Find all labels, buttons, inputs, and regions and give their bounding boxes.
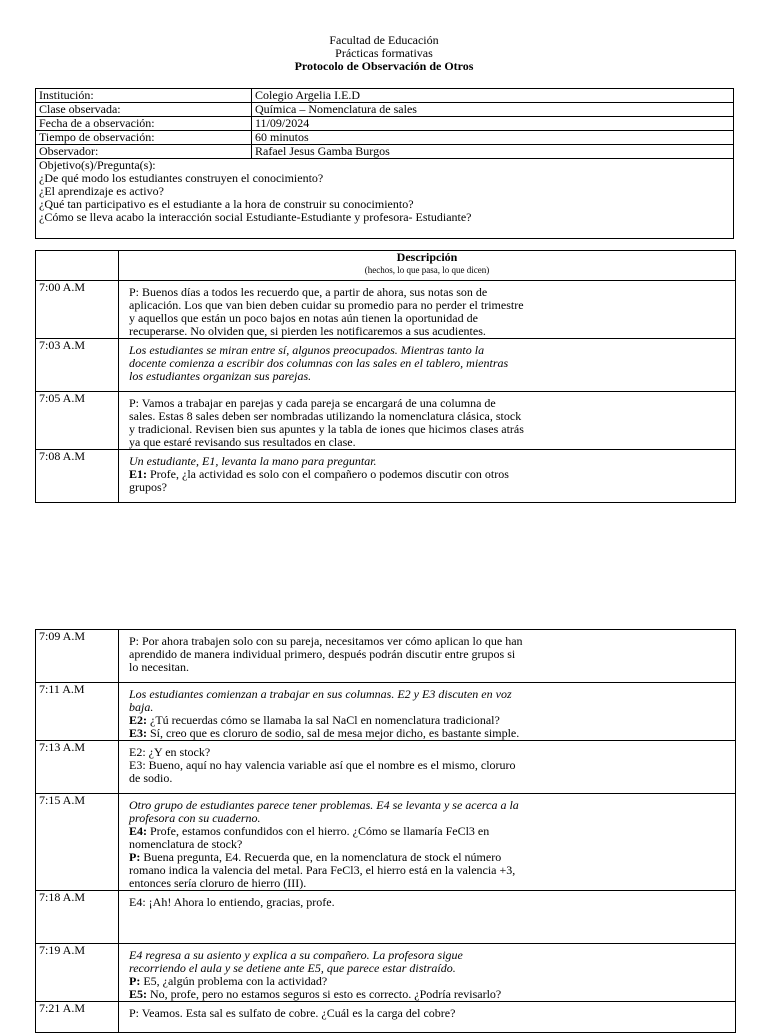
time-cell: 7:15 A.M <box>36 794 119 891</box>
info-value: Colegio Argelia I.E.D <box>252 89 734 103</box>
text-line: los estudiantes organizan sus parejas. <box>129 369 312 383</box>
objective-item: ¿Qué tan participativo es el estudiante a la hora de construir su conocimiento? <box>39 197 414 211</box>
info-label: Institución: <box>36 89 252 103</box>
time-cell: 7:18 A.M <box>36 891 119 944</box>
time-cell: 7:21 A.M <box>36 1002 119 1033</box>
text-line: aplicación. Los que van bien deben cuidar su promedio para no perder el trimestre <box>129 298 524 312</box>
objectives-cell <box>36 159 734 239</box>
info-row <box>36 89 734 103</box>
text-line: sales. Estas 8 sales deben ser nombradas utilizando la nomenclatura clásica, stock <box>129 409 522 423</box>
table-row <box>36 281 736 339</box>
faculty-name: Facultad de Educación <box>329 33 439 47</box>
description-cell <box>119 741 736 794</box>
description-cell <box>119 683 736 741</box>
description-cell <box>119 450 736 503</box>
description-cell <box>119 1002 736 1033</box>
text-line: P: Vamos a trabajar en parejas y cada pareja se encargará de una columna de <box>129 396 496 410</box>
info-label: Fecha de a observación: <box>36 117 252 131</box>
info-value: 60 minutos <box>252 131 734 145</box>
text-line: baja. <box>129 700 154 714</box>
text-line: P: Por ahora trabajen solo con su pareja, necesitamos ver cómo aplican lo que han <box>129 634 523 648</box>
text-line: Profe, ¿la actividad es solo con el compañero o podemos discutir con otros <box>150 467 509 481</box>
description-cell <box>119 339 736 392</box>
info-label: Tiempo de observación: <box>36 131 252 145</box>
objectives-row <box>36 159 734 239</box>
time-cell: 7:11 A.M <box>36 683 119 741</box>
table-row <box>36 339 736 392</box>
text-line: Buena pregunta, E4. Recuerda que, en la nomenclatura de stock el número <box>143 850 502 864</box>
text-line: lo necesitan. <box>129 660 189 674</box>
text-line: aprendido de manera individual primero, después podrán discutir entre grupos si <box>129 647 516 661</box>
description-header-cell <box>119 251 736 281</box>
text-line: entonces sería cloruro de hierro (III). <box>129 876 307 890</box>
speaker-label: E5: <box>129 987 147 1001</box>
text-line: Los estudiantes se miran entre sí, algunos preocupados. Mientras tanto la <box>129 343 485 357</box>
time-cell: 7:00 A.M <box>36 281 119 339</box>
table-row <box>36 683 736 741</box>
description-cell <box>119 281 736 339</box>
objective-item: ¿Cómo se lleva acabo la interacción social Estudiante-Estudiante y profesora- Estudiante? <box>39 210 472 224</box>
text-line: E4 regresa a su asiento y explica a su compañero. La profesora sigue <box>129 948 463 962</box>
text-line: P: Veamos. Esta sal es sulfato de cobre. ¿Cuál es la carga del cobre? <box>129 1006 456 1020</box>
text-line: Sí, creo que es cloruro de sodio, sal de mesa mejor dicho, es bastante simple. <box>150 726 520 740</box>
description-cell <box>119 392 736 450</box>
text-line: Un estudiante, E1, levanta la mano para preguntar. <box>129 454 377 468</box>
text-line: E4: ¡Ah! Ahora lo entiendo, gracias, profe. <box>129 895 335 909</box>
info-label: Observador: <box>36 145 252 159</box>
info-row <box>36 131 734 145</box>
time-cell: 7:03 A.M <box>36 339 119 392</box>
description-cell <box>119 944 736 1002</box>
time-cell: 7:05 A.M <box>36 392 119 450</box>
text-line: No, profe, pero no estamos seguros si esto es correcto. ¿Podría revisarlo? <box>150 987 502 1001</box>
speaker-label: P: <box>129 850 141 864</box>
text-line: Otro grupo de estudiantes parece tener problemas. E4 se levanta y se acerca a la <box>129 798 519 812</box>
table-row <box>36 794 736 891</box>
speaker-label: E3: <box>129 726 147 740</box>
observation-info-table <box>35 88 734 239</box>
text-line: P: Buenos días a todos les recuerdo que, a partir de ahora, sus notas son de <box>129 285 488 299</box>
time-cell: 7:09 A.M <box>36 630 119 683</box>
info-row <box>36 103 734 117</box>
description-cell <box>119 891 736 944</box>
text-line: Profe, estamos confundidos con el hierro. ¿Cómo se llamaría FeCl3 en <box>150 824 490 838</box>
text-line: E3: Bueno, aquí no hay valencia variable así que el nombre es el mismo, cloruro <box>129 758 516 772</box>
text-line: E5, ¿algún problema con la actividad? <box>143 974 328 988</box>
info-value: Rafael Jesus Gamba Burgos <box>252 145 734 159</box>
description-table-1 <box>35 250 736 503</box>
text-line: nomenclatura de stock? <box>129 837 243 851</box>
description-subheading: (hechos, lo que pasa, lo que dicen) <box>364 265 490 275</box>
text-line: recuperarse. No olviden que, si pierden les notificaremos a sus acudientes. <box>129 324 486 338</box>
description-cell <box>119 630 736 683</box>
time-header-cell <box>36 251 119 281</box>
objective-item: ¿El aprendizaje es activo? <box>39 184 164 198</box>
text-line: grupos? <box>129 480 167 494</box>
text-line: docente comienza a escribir dos columnas con las sales en el tablero, mientras <box>129 356 509 370</box>
description-cell <box>119 794 736 891</box>
text-line: y aquellos que están un poco bajos en notas aún tienen la oportunidad de <box>129 311 478 325</box>
text-line: y tradicional. Revisen bien sus apuntes y la tabla de iones que hicimos clases atrás <box>129 422 524 436</box>
objective-item: ¿De qué modo los estudiantes construyen el conocimiento? <box>39 171 324 185</box>
info-value: Química – Nomenclatura de sales <box>252 103 734 117</box>
speaker-label: E1: <box>129 467 147 481</box>
description-header-row <box>36 251 736 281</box>
info-row <box>36 145 734 159</box>
time-cell: 7:19 A.M <box>36 944 119 1002</box>
table-row <box>36 891 736 944</box>
info-label: Clase observada: <box>36 103 252 117</box>
table-row <box>36 392 736 450</box>
speaker-label: E4: <box>129 824 147 838</box>
table-row <box>36 944 736 1002</box>
document-title: Protocolo de Observación de Otros <box>294 59 474 73</box>
text-line: de sodio. <box>129 771 173 785</box>
time-cell: 7:08 A.M <box>36 450 119 503</box>
description-table-2 <box>35 629 736 1033</box>
text-line: E2: ¿Y en stock? <box>129 745 211 759</box>
objectives-label: Objetivo(s)/Pregunta(s): <box>39 158 156 172</box>
program-name: Prácticas formativas <box>335 46 433 60</box>
speaker-label: E2: <box>129 713 147 727</box>
text-line: recorriendo el aula y se detiene ante E5, que parece estar distraído. <box>129 961 456 975</box>
text-line: profesora con su cuaderno. <box>129 811 261 825</box>
time-cell: 7:13 A.M <box>36 741 119 794</box>
text-line: ya que estaré revisando sus resultados en clase. <box>129 435 356 449</box>
description-heading: Descripción <box>396 250 458 264</box>
table-row <box>36 450 736 503</box>
info-row <box>36 117 734 131</box>
table-row <box>36 1002 736 1033</box>
text-line: romano indica la valencia del metal. Para FeCl3, el hierro está en la valencia +3, <box>129 863 516 877</box>
table-row <box>36 741 736 794</box>
speaker-label: P: <box>129 974 141 988</box>
text-line: Los estudiantes comienzan a trabajar en sus columnas. E2 y E3 discuten en voz <box>129 687 512 701</box>
info-value: 11/09/2024 <box>252 117 734 131</box>
table-row <box>36 630 736 683</box>
text-line: ¿Tú recuerdas cómo se llamaba la sal NaCl en nomenclatura tradicional? <box>150 713 500 727</box>
